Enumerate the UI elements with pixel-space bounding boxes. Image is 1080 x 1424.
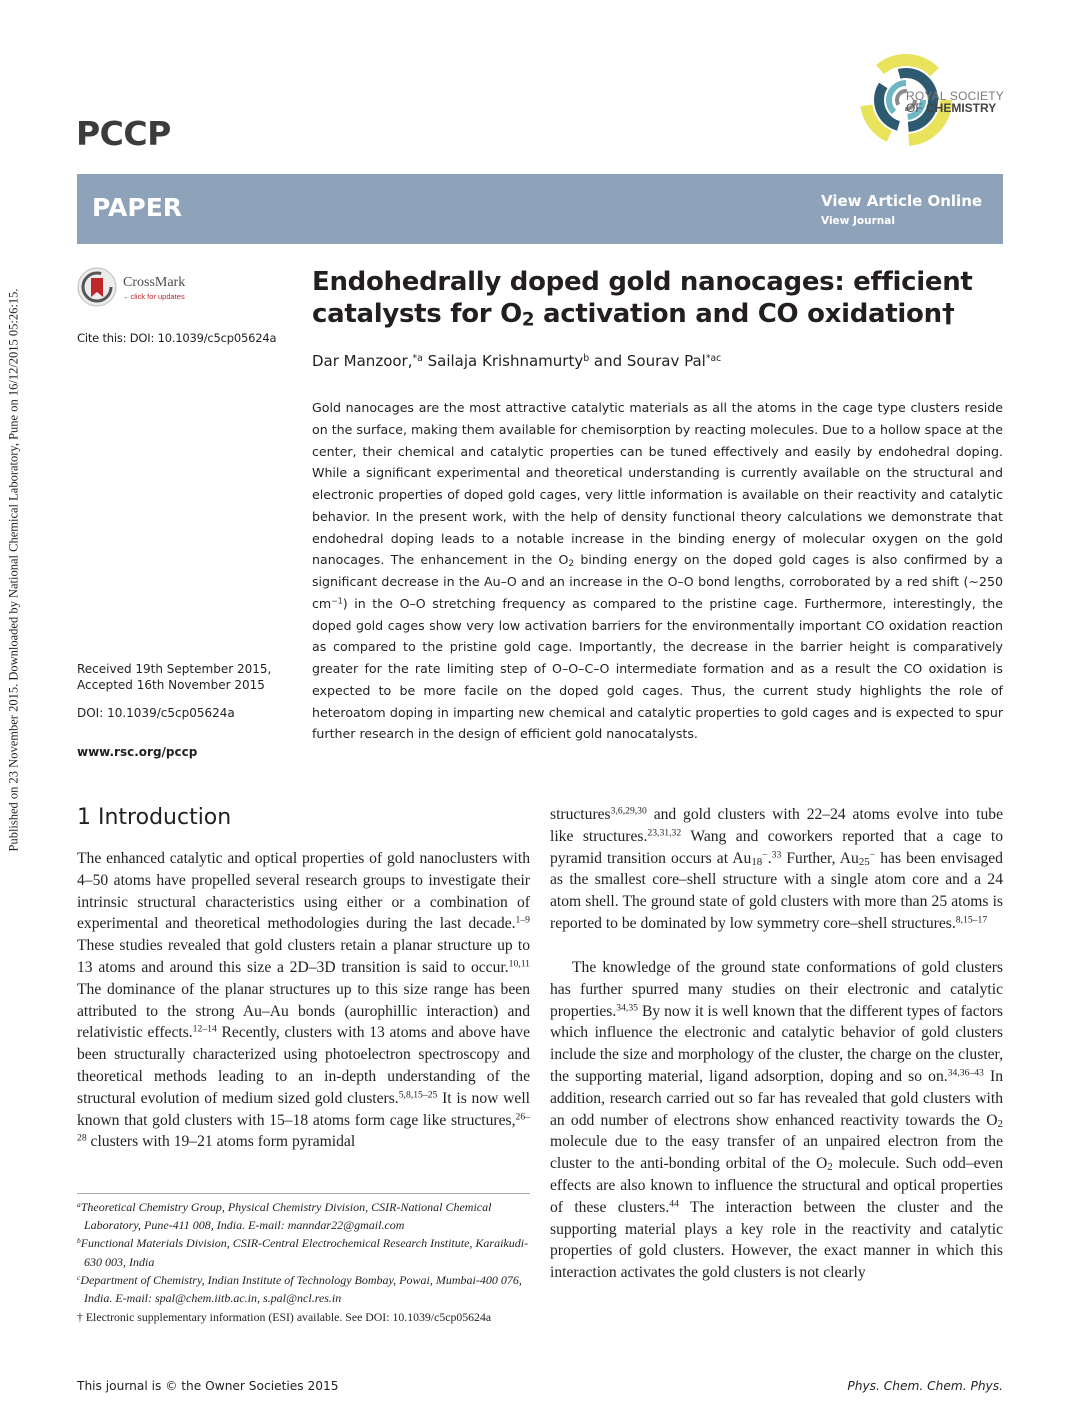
view-article-online-link[interactable]: View Article Online: [821, 192, 983, 210]
author-name: Dar Manzoor,: [312, 352, 413, 370]
accepted-date: Accepted 16th November 2015: [77, 678, 265, 692]
journal-url[interactable]: www.rsc.org/pccp: [77, 745, 198, 759]
journal-name: PCCP: [76, 114, 171, 153]
author-name: and Sourav Pal: [589, 352, 706, 370]
rsc-logo[interactable]: [858, 52, 1008, 148]
author-affiliation[interactable]: *ac: [705, 352, 722, 364]
cite-this: Cite this: DOI: 10.1039/c5cp05624a: [77, 331, 277, 345]
footer-copyright: This journal is © the Owner Societies 2015: [77, 1379, 339, 1393]
footnote-c: $^c$Department of Chemistry, Indian Institute of Technology Bombay, Powai, Mumbai-400 076, India. E-mail: spal@chem.iitb.ac.in, s.pal@ncl.res.in: [77, 1272, 522, 1306]
reference-link[interactable]: 5,8,15–25: [398, 1089, 438, 1101]
crossmark-icon: [77, 267, 117, 307]
doi[interactable]: DOI: 10.1039/c5cp05624a: [77, 706, 235, 720]
download-stamp: Published on 23 November 2015. Downloaded by National Chemical Laboratory, Pune on 16/12/2015 05:26:15.: [6, 288, 21, 852]
reference-link[interactable]: 23,31,32: [647, 827, 682, 839]
footnote-divider: [77, 1193, 530, 1194]
author-affiliation[interactable]: *a: [412, 352, 423, 364]
author-name: Sailaja Krishnamurty: [422, 352, 584, 370]
reference-link[interactable]: 12–14: [192, 1024, 217, 1036]
reference-link[interactable]: 1–9: [515, 915, 530, 927]
section-heading: 1 Introduction: [77, 805, 232, 830]
reference-link[interactable]: 33: [771, 849, 782, 861]
article-dates: [77, 661, 271, 693]
reference-link[interactable]: 8,15–17: [955, 914, 988, 926]
reference-link[interactable]: 44: [669, 1198, 679, 1210]
reference-link[interactable]: 34,36–43: [947, 1067, 984, 1079]
author-list: [312, 352, 721, 370]
footer-journal: Phys. Chem. Chem. Phys.: [847, 1379, 1003, 1393]
reference-link[interactable]: 34,35: [616, 1002, 638, 1014]
footnotes: [77, 1198, 537, 1326]
publisher-line2: OF CHEMISTRY: [906, 101, 997, 115]
author-affiliation[interactable]: b: [583, 352, 590, 364]
received-date: Received 19th September 2015,: [77, 662, 272, 676]
crossmark-button[interactable]: [77, 267, 207, 311]
abstract: Gold nanocages are the most attractive catalytic materials as all the atoms in the cage type clusters reside on the surface, making them available for chemisorption by reacting molecules. Due to a hollow space at the center, their chemical and catalytic properties can be tuned effectively and easily by endohedral doping. While a significant experimental and theoretical understanding is currently available on the structural and electronic properties of doped gold cages, very little information is available on their reactivity and catalytic behavior. In the present work, with the help of density functional theory calculations we demonstrate that endohedral doping leads to a notable increase in the binding energy of molecular oxygen on the gold nanocages. The enhancement in the $O_2$ binding energy on the doped gold cages is also confirmed by a significant decrease in the Au–O and an increase in the O–O bond lengths, corroborated by a red shift (∼250 $cm^{-1}$) in the O–O stretching frequency as compared to the pristine cage. Furthermore, interestingly, the doped gold cages show very low activation barriers for the environmentally important CO oxidation reaction as compared to the pristine gold cage. Importantly, the decrease in the barrier height is comparatively greater for the rate limiting step of O–O–C–O intermediate formation and as a result the CO oxidation is expected to be more facile on the doped gold cages. Thus, the current study highlights the role of heteroatom doping in imparting new chemical and catalytic properties to gold cages and is expected to spur further research in the design of efficient gold nanocatalysts.: [312, 400, 1003, 742]
crossmark-label: CrossMark: [123, 275, 186, 290]
reference-link[interactable]: 10,11: [508, 958, 530, 970]
body-text-left: The enhanced catalytic and optical properties of gold nanoclusters with 4–50 atoms have propelled several research groups to investigate their intrinsic structural characteristics using either or a combination of experimental and theoretical methodologies during the last decade.$^{1-9}$ These studies revealed that gold clusters retain a planar structure up to 13 atoms and around this size a 2D–3D transition is said to occur.$^{10,11}$ The dominance of the planar structures up to this size range has been attributed to the strong Au–Au bonds (aurophillic interaction) and relativistic effects.$^{12-14}$ Recently, clusters with 13 atoms and above have been structurally characterized using photoelectron spectroscopy and theoretical methods leading to an in-depth understanding of the structural evolution of medium sized gold clusters.$^{5,8,15-25}$ It is now well known that gold clusters with 15–18 atoms form cage like structures,$^{26-28}$ clusters with 19–21 atoms form pyramidal: [77, 850, 530, 1151]
article-type-banner: [77, 174, 1003, 244]
reference-link[interactable]: 26–28: [77, 1111, 530, 1145]
esi-dagger[interactable]: †: [941, 299, 955, 329]
footnote-a: $^a$Theoretical Chemistry Group, Physical Chemistry Division, CSIR-National Chemical Laboratory, Pune-411 008, India. E-mail: manndar22@gmail.com: [77, 1199, 492, 1233]
publisher-line1: ROYAL SOCIETY: [906, 89, 1004, 103]
article-type-label: PAPER: [92, 193, 183, 222]
crossmark-sublabel: ←click for updates: [123, 292, 185, 301]
footnote-b: $^b$Functional Materials Division, CSIR-Central Electrochemical Research Institute, Karaikudi-630 003, India: [77, 1236, 529, 1269]
reference-link[interactable]: 3,6,29,30: [610, 805, 647, 817]
footnote-esi: † Electronic supplementary information (ESI) available. See DOI: 10.1039/c5cp05624a: [77, 1310, 492, 1325]
body-text-right-paragraph: The knowledge of the ground state conformations of gold clusters has further spurred many studies on their electronic and catalytic properties.$^{34,35}$ By now it is well known that the different types of factors which influence the electronic and catalytic behavior of gold clusters include the size and morphology of the cluster, the charge on the cluster, the supporting material, ligand adsorption, doping and so on.$^{34,36-43}$ In addition, research carried out so far has revealed that gold clusters with an odd number of electrons show enhanced reactivity towards the $O_2$ molecule due to the easy transfer of an unpaired electron from the cluster to the anti-bonding orbital of the $O_2$ molecule. Such odd–even effects are also known to influence the structural and optical properties of these clusters.$^{44}$ The interaction between the cluster and the supporting material plays a key role in the reactivity and catalytic properties of gold clusters. However, the exact manner in which this interaction activates the gold clusters is not clearly: [550, 959, 1004, 1282]
view-journal-link[interactable]: View Journal: [821, 215, 895, 227]
body-text-right: structures$^{3,6,29,30}$ and gold clusters with 22–24 atoms evolve into tube like structures.$^{23,31,32}$ Wang and coworkers reported that a cage to pyramid transition occurs at $Au_{18}^-.^{33}$ Further, $Au_{25}^-$ has been envisaged as the smallest core–shell structure with a single atom core and a 24 atom shell. The ground state of gold clusters with more than 25 atoms is reported to be dominated by low symmetry core–shell structures.$^{8,15-17}$: [550, 805, 1003, 932]
article-title: Endohedrally doped gold nanocages: efficient catalysts for $O_2$ activation and CO oxidation†: [312, 267, 973, 331]
